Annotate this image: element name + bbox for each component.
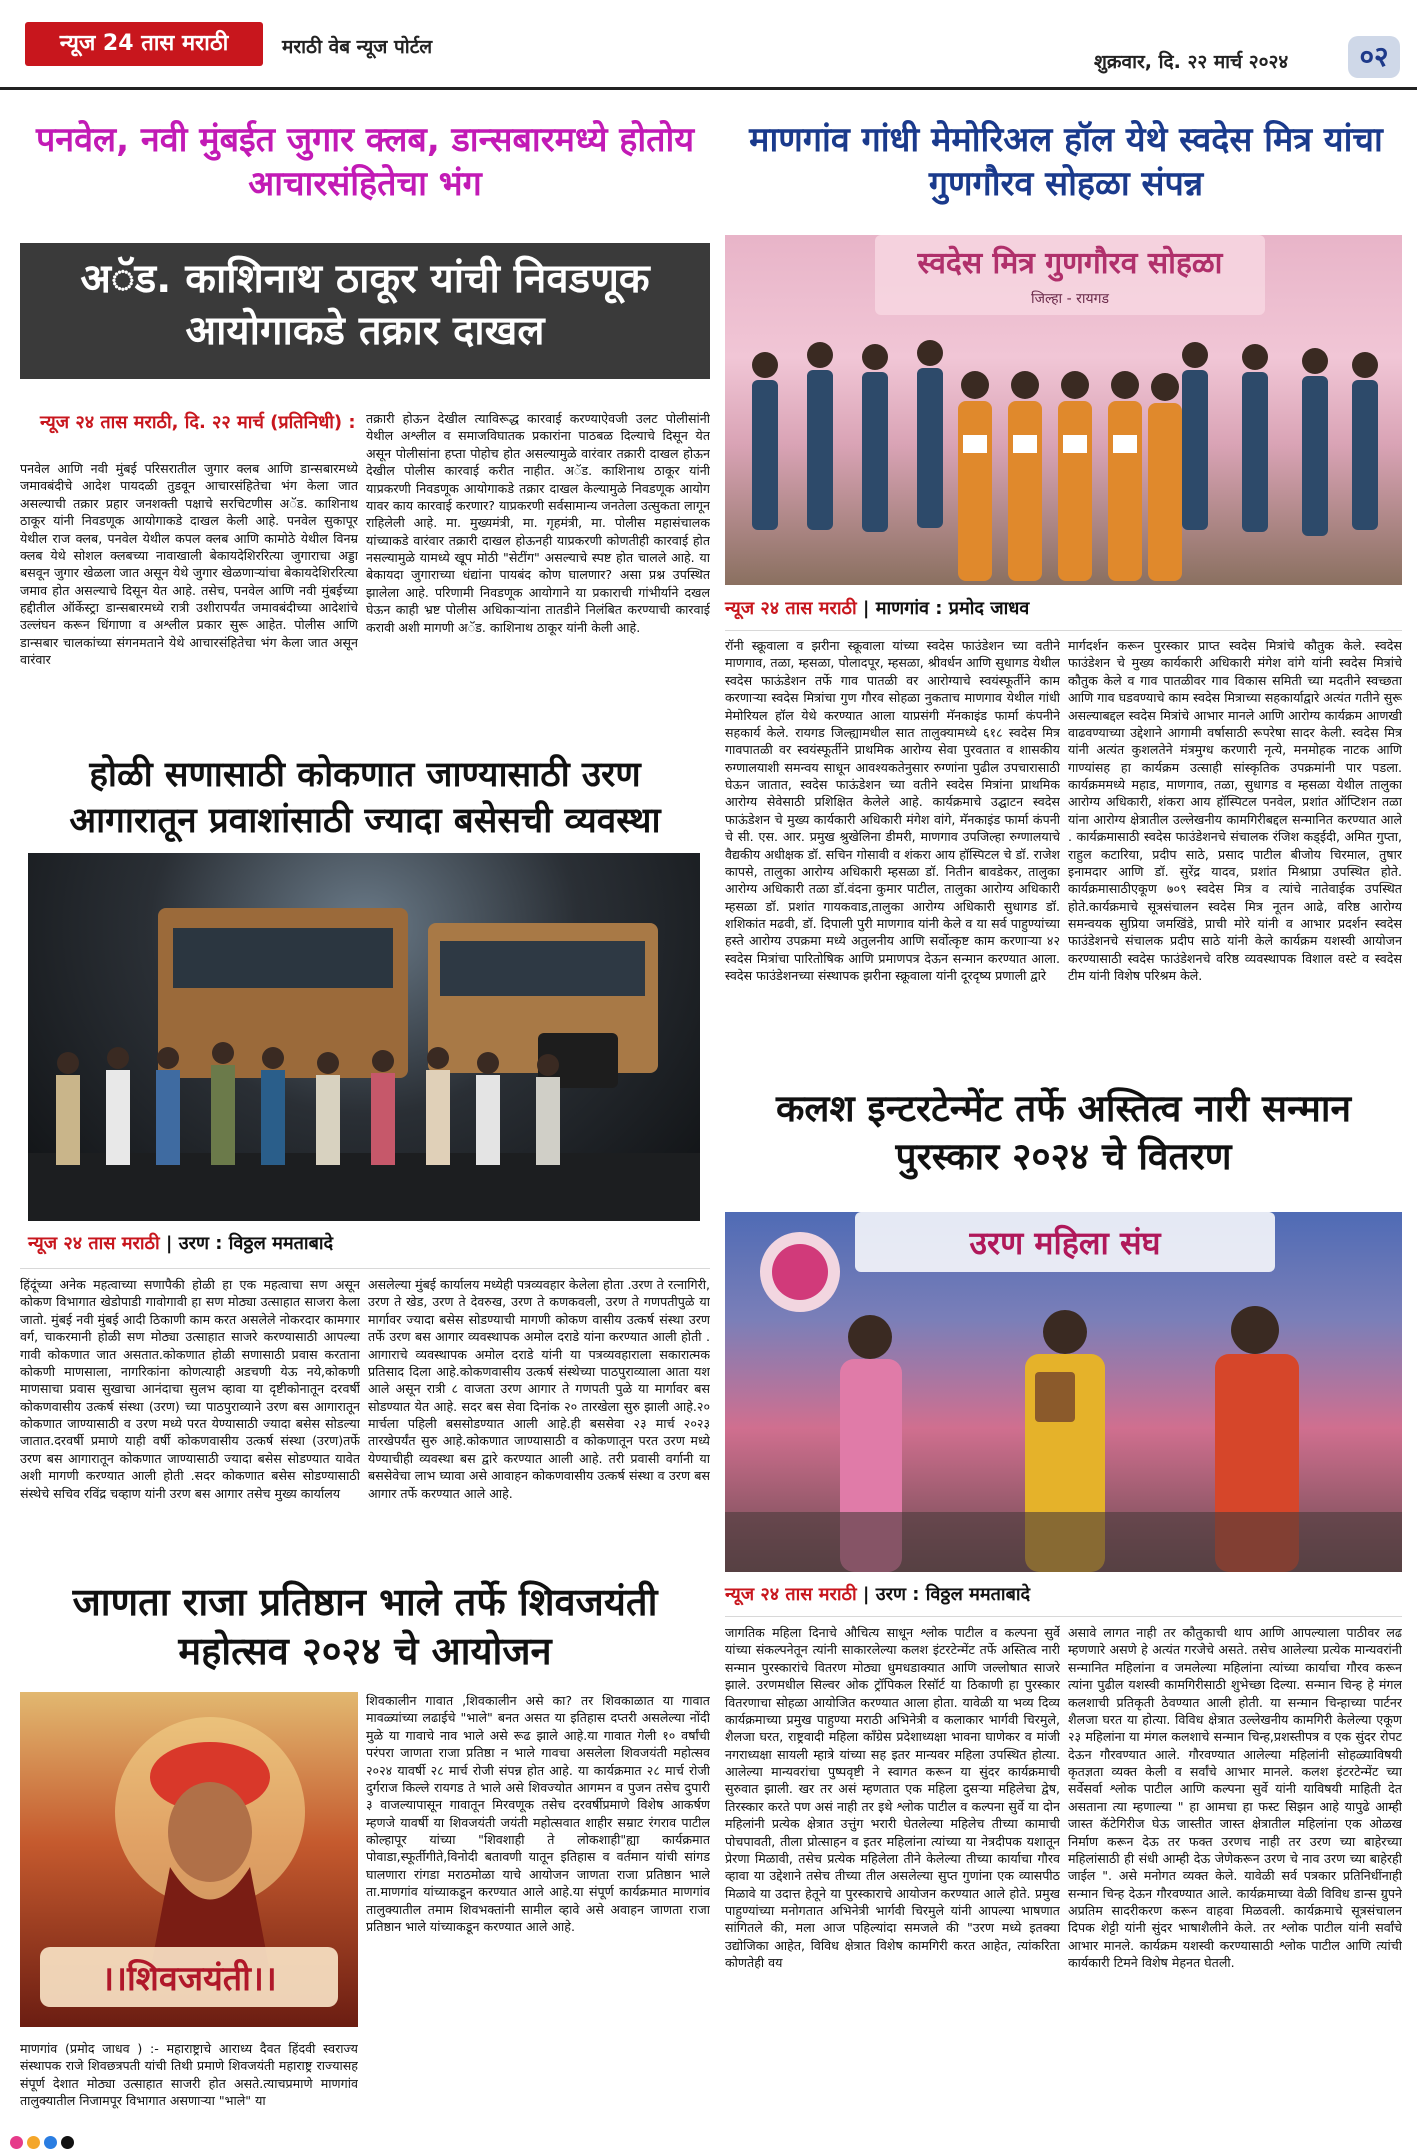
issue-date: शुक्रवार, दि. २२ मार्च २०२४ bbox=[1094, 51, 1289, 73]
story2-caption-place: | माणगांव : प्रमोद जाधव bbox=[862, 598, 1030, 619]
award-ceremony-scene bbox=[725, 235, 1402, 585]
story2-column-1: रॉनी स्क्रूवाला व झरीना स्क्रूवाला यांच्या स्वदेस फाउंडेशन च्या वतीने माणगाव, तळा, म्हसळा, पोलादपूर, म्हसळा, श्रीवर्धन आणि सुधागड येथील स्वदेस फाऊंडेशन तर्फे गाव पातळी वर आरोग्याचे स्वयंस्फूर्तीने काम करणाऱ्या स्वदेस मित्रांचा गुण गौरव सोहळा नुकताच माणगाव येथील गांधी मेमोरियल हॉल येथे करण्यात आला याप्रसंगी मॅनकाइंड फार्मा कंपनीने सहकार्य केले. रायगड जिल्ह्यामधील सात तालुक्यामध्ये ६१८ स्वदेस मित्र गावपातळी वर स्वयंस्फूर्तीने प्राथमिक आरोग्य सेवा पुरवतात व शासकीय रुग्णालयाशी समन्वय साधून आवश्यकतेनुसार रुग्णांना पुढील उपचारासाठी घेऊन जातात, स्वदेस फाऊंडेशन च्या वतीने स्वदेस मित्रांना प्राथमिक आरोग्य सेवेसाठी प्रशिक्षित केलेले आहे. कार्यक्रमाचे उद्घाटन स्वदेस फाऊंडेशन चे मुख्य कार्यकारी अधिकारी मंगेश वांगे, मॅनकाइंड फार्मा कंपनी चे सी. एस. आर. प्रमुख श्रुखेलिना डीमरी, माणगाव उपजिल्हा रुग्णालयाचे वैद्यकीय अधीक्षक डॉ. सचिन गोसावी व शंकरा आय हॉस्पिटल चे डॉ. राजेश कापसे, तालुका आरोग्य अधिकारी म्हसळा डॉ. नितीन बावडेकर, तालुका आरोग्य अधिकारी तळा डॉ.वंदना कुमार पाटील, तालुका आरोग्य अधिकारी म्हसळा डॉ. प्रशांत गायकवाड,तालुका आरोग्य अधिकारी सुधागड डॉ. शशिकांत मढवी, डॉ. दिपाली पुरी माणगाव यांनी केले व या सर्व पाहुण्यांच्या हस्ते आरोग्य उपक्रमा मध्ये अतुलनीय आणि सर्वोत्कृष्ट काम करणाऱ्या ४२ स्वदेस मित्रांचा पारितोषिक आणि प्रमाणपत्र देऊन सन्मान करण्यात आला. स्वदेस फाउंडेशनच्या संस्थापक झरीना स्क्रूवाला यांनी दूरदृष्य प्रणाली द्वारे bbox=[725, 638, 1060, 984]
footer-dot bbox=[27, 2136, 40, 2149]
story4-column-1: जागतिक महिला दिनाचे औचित्य साधून श्लोक पाटील व कल्पना सुर्वे यांच्या संकल्पनेतून त्यांनी साकारलेल्या कलश इंटरटेन्मेंट तर्फे अस्तित्व नारी सन्मान पुरस्कारांचे वितरण मोठ्या धुमधडाक्यात आणि जल्लोषात साजरे झाले. उरणमधील सिल्वर ओक ट्रॉपिकल रिसॉर्ट या ठिकाणी हा पुरस्कार वितरणाचा सोहळा आयोजित करण्यात आला होता. यावेळी या भव्य दिव्य कार्यक्रमाच्या प्रमुख पाहुण्या मराठी अभिनेत्री व कलाकार भार्गवी चिरमुले, शैलजा घरत, राष्ट्रवादी महिला काँग्रेस प्रदेशाध्यक्षा भावना घाणेकर व मांजी नगराध्यक्षा सायली म्हात्रे यांच्या सह इतर मान्यवर महिला उपस्थित होत्या. आलेल्या मान्यवरांचा पुष्पवृष्टी ने स्वागत करून या सुंदर कार्यक्रमाची सुरुवात झाली. खर तर असं म्हणतात एक महिला दुसऱ्या महिलेचा द्वेष, तिरस्कार करते पण असं नाही तर इथे श्लोक पाटील व कल्पना सुर्वे या दोन महिलांनी प्रत्येक क्षेत्रात उत्तुंग भरारी घेतलेल्या महिलेच तीच्या कामाची पोचपावती, तीला प्रोत्साहन व इतर महिलांना त्यांच्या या नेत्रदीपक यशातून प्रेरणा मिळावी, तसेच प्रत्येक महिलेला तीने केलेल्या तीच्या कार्याचा गौरव व्हावा या उद्देशाने तसेच तीच्या तील असलेल्या सुप्त गुणांना एक व्यासपीठ मिळावे या उदात्त हेतूने या पुरस्काराचे आयोजन करण्यात आले होते. प्रमुख पाहुण्यांच्या मनोगतात अभिनेत्री भार्गवी चिरमुले यांनी आपल्या भाषणात सांगितले की, मला आज पहिल्यांदा समजले की "उरण मध्ये इतक्या उद्योजिका आहेत, विविध क्षेत्रात विशेष कामगिरी करत आहेत, त्यांकरिता कोणतेही वय bbox=[725, 1625, 1060, 1971]
site-logo[interactable]: न्यूज 24 तास मराठी bbox=[25, 22, 263, 66]
divider bbox=[20, 1268, 710, 1269]
story1-column-2: तक्रारी होऊन देखील त्याविरूद्ध कारवाई करण्याऐवजी उलट पोलीसांनी येथील अश्लील व समाजविघातक प्रकारांना पाठबळ दिल्याचे दिसून येत असून पोलीसांना हप्ता पोहोच होत असल्यामुळे वारंवार तक्रारी दाखल होऊन देखील पोलीस कारवाई करीत नाहीत. अॅड. काशिनाथ ठाकूर यांनी याप्रकरणी निवडणूक आयोगाकडे तक्रार दाखल केल्यामुळे निवडणूक आयोग यावर काय कारवाई करणार? याप्रकरणी सर्वसामान्य जनतेला उत्सुकता लागून राहिलेली आहे. मा. मुख्यमंत्री, मा. गृहमंत्री, मा. पोलीस महासंचालक यांच्याकडे वारंवार तक्रारी दाखल होऊनही याप्रकरणी कोणतीही कारवाई होत नसल्यामुळे यामध्ये खूप मोठी "सेटींग" असल्याचे स्पष्ट होत चालले आहे. या बेकायदा जुगाराच्या धंद्यांना पायबंद कोण घालणार? असा प्रश्न उपस्थित झालेला आहे. परिणामी निवडणूक आयोगाने या प्रकाराची गांभीर्याने दखल घेऊन काही भ्रष्ट पोलीस अधिकाऱ्यांना तातडीने निलंबित करण्याची कारवाई करावी अशी मागणी अॅड. काशिनाथ ठाकूर यांनी केली आहे. bbox=[366, 411, 710, 635]
story5-lead: माणगांव (प्रमोद जाधव ) :- महाराष्ट्राचे आराध्य दैवत हिंदवी स्वराज्य संस्थापक राजे शिवछत्रपती यांची तिथी प्रमाणे शिवजयंती महाराष्ट्र राज्यासह संपूर्ण देशात मोठ्या उत्साहात साजरी होत असते.त्याचप्रमाणे माणगांव तालुक्यातील निजामपूर विभागात असणाऱ्या "भाले" या bbox=[20, 2041, 358, 2109]
footer-dots bbox=[10, 2136, 74, 2149]
story4-headline[interactable]: कलश इन्टरटेन्मेंट तर्फे अस्तित्व नारी सन्मान पुरस्कार २०२४ चे वितरण bbox=[775, 1087, 1351, 1179]
bus-depot-photo[interactable] bbox=[28, 853, 700, 1221]
story3-headline[interactable]: होळी सणासाठी कोकणात जाण्यासाठी उरण आगारातून प्रवाशांसाठी ज्यादा बसेसची व्यवस्था bbox=[69, 755, 661, 841]
banner-title: स्वदेस मित्र गुणगौरव सोहळा bbox=[917, 246, 1223, 281]
award-ceremony-photo[interactable] bbox=[725, 235, 1402, 585]
banner-subtitle: जिल्हा - रायगड bbox=[1031, 291, 1109, 307]
story2-caption bbox=[725, 596, 1029, 620]
poster-title: ।।शिवजयंती।। bbox=[101, 1959, 277, 1999]
story1-subhead: अॅड. काशिनाथ ठाकूर यांची निवडणूक आयोगाकडे तक्रार दाखल bbox=[20, 243, 710, 379]
site-tagline: मराठी वेब न्यूज पोर्टल bbox=[282, 36, 433, 58]
story2-column-2: मार्गदर्शन करून पुरस्कार प्राप्त स्वदेस मित्रांचे कौतुक केले. स्वदेस फाउंडेशन चे मुख्य कार्यकारी अधिकारी मंगेश वांगे यांनी स्वदेस मित्रांचे कौतुक केले व गाव पातळीवर गाव विकास समिती च्या मदतीने स्वच्छता आणि गाव घडवण्याचे काम स्वदेस मित्राच्या सहकार्याद्वारे अत्यंत गतीने सुरू असल्याबद्दल स्वदेस मित्रांचे आभार मानले आणि आरोग्य कार्यक्रम आणखी वाढवण्याच्या उद्देशाने आगामी वर्षासाठी रूपरेषा सादर केली. स्वदेस मित्र यांनी अत्यंत कुशलतेने मंत्रमुग्ध करणारी नृत्ये, मनमोहक नाटक आणि गाण्यांसह हा कार्यक्रम उत्साही सांस्कृतिक उपक्रमांनी पार पडला. कार्यक्रममध्ये महाड, माणगाव, तळा, सुधागड व म्हसळा येथील तालुका आरोग्य अधिकारी, शंकरा आय हॉस्पिटल पनवेल, प्रशांत ऑप्टिशन तळा यांना आरोग्य क्षेत्रातील उल्लेखनीय कामगिरीबद्दल सन्मानित करण्यात आले . कार्यक्रमासाठी स्वदेस फाउंडेशनचे संचालक रंजिश कड्ईदी, अमित गुप्ता, राहुल कटारिया, प्रदीप साठे, प्रसाद पाटील बीजोय चिरमाल, तुषार इनामदार आणि डॉ. सुरेंद्र यादव, प्रशांत मिश्राप्रा उपस्थित होते. कार्यक्रमासाठीएकूण ७०९ स्वदेस मित्र व त्यांचे नातेवाईक उपस्थित होते.कार्यक्रमाचे सूत्रसंचालन स्वदेस मित्र नूतन आढे, वरिष्ठ आरोग्य समन्वयक सुप्रिया जमखिंडे, प्राची मोरे यांनी व आभार प्रदर्शन स्वदेस फाउंडेशनचे संचालक प्रदीप साठे यांनी केले कार्यक्रम यशस्वी आयोजन करण्यासाठी स्वदेस फाउंडेशनचे वरिष्ठ व्यवस्थापक विशाल वस्टे व स्वदेस टीम यांनी विशेष परिश्रम केले. bbox=[1068, 638, 1402, 984]
story4-caption-place: | उरण : विठ्ठल ममताबादे bbox=[862, 1584, 1031, 1605]
footer-dot bbox=[10, 2136, 23, 2149]
story3-column-1: हिंदूंच्या अनेक महत्वाच्या सणापैकी होळी हा एक महत्वाचा सण असून कोकण विभागात खेडोपाडी गावोगावी हा सण मोठ्या उत्साहात साजरा केला जातो. मुंबई नवी मुंबई आदी ठिकाणी काम करत असलेले नोकरदार कामगार वर्ग, चाकरमानी होळी सण मोठ्या उत्साहात साजरे करण्यासाठी आपल्या गावी कोकणात जात असतात.कोकणात होळी सणासाठी प्रवास करताना कोकणी माणसाला, नागरिकांना कोणत्याही अडचणी येऊ नये,कोकणी माणसाचा प्रवास सुखाचा आनंदाचा सुलभ व्हावा या दृष्टीकोनातून दरवर्षी कोकणवासीय उत्कर्ष संस्था (उरण) च्या पाठपुराव्याने उरण बस आगारातून कोकणात जाण्यासाठी व उरण मध्ये परत येण्यासाठी ज्यादा बसेस सोडल्या जातात.दरवर्षी प्रमाणे याही वर्षी कोकणवासीय उत्कर्ष संस्था (उरण)तर्फे उरण बस आगारातून कोकणात जाण्यासाठी ज्यादा बसेस सोडण्यात यावेत अशी मागणी करण्यात आली होती .सदर कोकणात बसेस सोडण्यासाठी संस्थेचे सचिव रविंद्र चव्हाण यांनी उरण बस आगार तसेच मुख्य कार्यालय bbox=[20, 1277, 360, 1501]
page-number: ०२ bbox=[1348, 36, 1400, 78]
divider bbox=[725, 1616, 1402, 1617]
award-distribution-photo[interactable] bbox=[725, 1212, 1402, 1572]
story4-caption-source: न्यूज २४ तास मराठी bbox=[725, 1584, 857, 1605]
footer-dot bbox=[61, 2136, 74, 2149]
story1-byline: न्यूज २४ तास मराठी, दि. २२ मार्च (प्रतिनिधी) : bbox=[40, 412, 356, 433]
banner-title: उरण महिला संघ bbox=[969, 1224, 1161, 1262]
story1-headline[interactable]: पनवेल, नवी मुंबईत जुगार क्लब, डान्सबारमध्ये होतोय आचारसंहितेचा भंग bbox=[35, 120, 695, 205]
story5-column-1: शिवकालीन गावात ,शिवकालीन असे का? तर शिवकाळात या गावात मावळ्यांच्या लढाईचे "भाले" बनत असत या इतिहास दप्तरी असलेल्या नोंदी मुळे या गावाचे नाव भाले असे रूढ झाले आहे.या गावात गेली १० वर्षांची परंपरा जाणता राजा प्रतिष्ठा न भाले गावचा असलेला शिवजयंती महोत्सव २०२४ यावर्षी २८ मार्च रोजी संपन्न होत आहे. या कार्यक्रमात २८ मार्च रोजी दुर्गराज किल्ले रायगड ते भाले असे शिवज्योत आगमन व पुजन तसेच दुपारी ३ वाजल्यापासून गावातून मिरवणूक तसेच दरवर्षीप्रमाणे विशेष आकर्षण म्हणजे यावर्षी या शिवजयंती जयंती महोत्सवात शाहीर सम्राट रंगराव पाटील कोल्हापूर यांच्या "शिवशाही ते लोकशाही"ह्या कार्यक्रमात पोवाडा,स्फूर्तीगीते,विनोदी बतावणी यातून इतिहास व वर्तमान यांची सांगड घालणारा रांगडा मराठमोळा याचे आयोजन जाणता राजा प्रतिष्ठान भाले ता.माणगांव यांच्याकडून करण्यात आले आहे.या संपूर्ण कार्यक्रमात माणगांव तालुक्यातील तमाम शिवभक्तांनी सामील व्हावे असे अवाहन जाणता राजा प्रतिष्ठान भाले यांच्याकडून करण्यात आले आहे. bbox=[366, 1693, 710, 1934]
story2-caption-source: न्यूज २४ तास मराठी bbox=[725, 598, 857, 619]
shivjayanti-poster[interactable] bbox=[20, 1692, 358, 2027]
story2-headline[interactable]: माणगांव गांधी मेमोरिअल हॉल येथे स्वदेस मित्र यांचा गुणगौरव सोहळा संपन्न bbox=[749, 120, 1383, 205]
footer-dot bbox=[44, 2136, 57, 2149]
divider bbox=[725, 630, 1402, 631]
story3-caption bbox=[28, 1231, 333, 1255]
bus-depot-scene bbox=[28, 853, 700, 1221]
story5-headline[interactable]: जाणता राजा प्रतिष्ठान भाले तर्फे शिवजयंती महोत्सव २०२४ चे आयोजन bbox=[72, 1580, 658, 1674]
masthead bbox=[0, 0, 1417, 90]
story3-column-2: असलेल्या मुंबई कार्यालय मध्येही पत्रव्यवहार केलेला होता .उरण ते रत्नागिरी, उरण ते खेड, उरण ते देवरुख, उरण ते कणकवली, उरण ते गणपतीपुळे या मार्गावर ज्यादा बसेस सोडण्याची मागणी कोकण वासीय उत्कर्ष संस्था उरण तर्फे उरण बस आगार व्यवस्थापक अमोल दराडे यांना करण्यात आली होती . आगाराचे व्यवस्थापक अमोल दराडे यांनी या पत्रव्यवहाराला सकारात्मक प्रतिसाद दिला आहे.कोकणवासीय उत्कर्ष संस्थेच्या पाठपुराव्याला आता यश आले असून रात्री ८ वाजता उरण आगार ते गणपती पुळे या मार्गावर बस सोडण्यात येत आहे. सदर बस सेवा दिनांक २० तारखेला सुरु झाली आहे.२० मार्चला पहिली बससोडण्यात आली आहे.ही बससेवा २३ मार्च २०२३ तारखेपर्यंत सुरु आहे.कोकणात जाण्यासाठी व कोकणातून परत उरण मध्ये येण्याचीही व्यवस्था बस द्वारे करण्यात आली आहे. तरी प्रवासी वर्गानी या बससेवेचा लाभ घ्यावा असे आवाहन कोकणवासीय उत्कर्ष संस्था व उरण बस आगार तर्फे करण्यात आले आहे. bbox=[368, 1277, 710, 1501]
shivjayanti-poster-art bbox=[20, 1692, 358, 2027]
award-distribution-scene bbox=[725, 1212, 1402, 1572]
story1-column-1: पनवेल आणि नवी मुंबई परिसरातील जुगार क्लब आणि डान्सबारमध्ये जमावबंदीचे आदेश पायदळी तुडवून आचारसंहितेचा भंग केला जात असल्याची तक्रार प्रहार जनशक्ती पक्षाचे सरचिटणीस अॅड. काशिनाथ ठाकूर यांनी निवडणूक आयोगाकडे दाखल केली आहे. पनवेल सुकापूर येथील राज क्लब, पनवेल येथील कपल क्लब आणि कामोठे येथील विनम्र क्लब येथे सोशल क्लबच्या नावाखाली बेकायदेशिररित्या जुगाराचा अड्डा बसवून जुगार खेळला जात असून येथे जुगार खेळणाऱ्यांचा बेकायदेशिररित्या जमाव होत असल्याचे दिसून येत आहे. तसेच, पनवेल आणि नवी मुंबईच्या हद्दीतील ऑर्केस्ट्रा डान्सबारमध्ये रात्री उशीरापर्यंत जमावबंदीच्या आदेशांचे उल्लंघन करून धिंगाणा व अश्लील प्रकार सुरू आहेत. पोलीस आणि डान्सबार चालकांच्या संगनमताने येथे आचारसंहितेचा भंग केला जात असून वारंवार bbox=[20, 461, 358, 668]
story4-caption bbox=[725, 1582, 1030, 1606]
story3-caption-place: | उरण : विठ्ठल ममताबादे bbox=[165, 1233, 334, 1254]
story4-column-2: असावे लागत नाही तर कौतुकाची थाप आणि आपल्याला पाठीवर लढ म्हणणारे असणे हे अत्यंत गरजेचे असते. तसेच आलेल्या प्रत्येक मान्यवरांनी सन्मानित महिलांना व जमलेल्या महिलांना त्यांच्या कार्याचा गौरव करून त्यांना पुढील यशस्वी कामगिरीसाठी शुभेच्छा दिल्या. सन्मान चिन्ह हे मंगल कलशाची प्रतिकृती ठेवण्यात आली होती. या सन्मान चिन्हाच्या पार्टनर शैलजा घरत या होत्या. विविध क्षेत्रात उल्लेखनीय कामगिरी केलेल्या एकूण २३ महिलांना या मंगल कलशाचे सन्मान चिन्ह,प्रशस्तीपत्र व एक सुंदर रोपट देऊन गौरवण्यात आले. गौरवण्यात आलेल्या महिलांनी सोहळ्याविषयी कृतज्ञता व्यक्त केली व सर्वांचे आभार मानले. कलश इंटरटेन्मेंट च्या सर्वेसर्वा श्लोक पाटील आणि कल्पना सुर्वे यांनी याविषयी माहिती देत असताना त्या म्हणाल्या " हा आमचा हा फस्ट सिझन आहे यापुढे आम्ही जास्त कॅटेगिरीज घेऊ जास्तीत जास्त क्षेत्रातील महिलांना एक ओळख निर्माण करून देऊ तर फक्त उरणच नाही तर उरण च्या बाहेरच्या महिलांसाठी ही संधी आम्ही देऊ जेणेकरून उरण चे नाव उरण च्या बाहेरही जाईल ". असे मनोगत व्यक्त केले. यावेळी सर्व पत्रकार प्रतिनिधींनाही सन्मान चिन्ह देऊन गौरवण्यात आले. कार्यक्रमाच्या वेळी विविध डान्स ग्रुपने अप्रतिम सादरीकरण करून वाहवा मिळवली. कार्यक्रमाचे सूत्रसंचालन दिपक शेट्टी यांनी सुंदर भाषाशैलीने केले. तर श्लोक पाटील यांनी सर्वांचे आभार मानले. कार्यक्रम यशस्वी करण्यासाठी श्लोक पाटील आणि त्यांची कार्यकारी टिमने विशेष मेहनत घेतली. bbox=[1068, 1625, 1402, 1971]
story3-caption-source: न्यूज २४ तास मराठी bbox=[28, 1233, 160, 1254]
